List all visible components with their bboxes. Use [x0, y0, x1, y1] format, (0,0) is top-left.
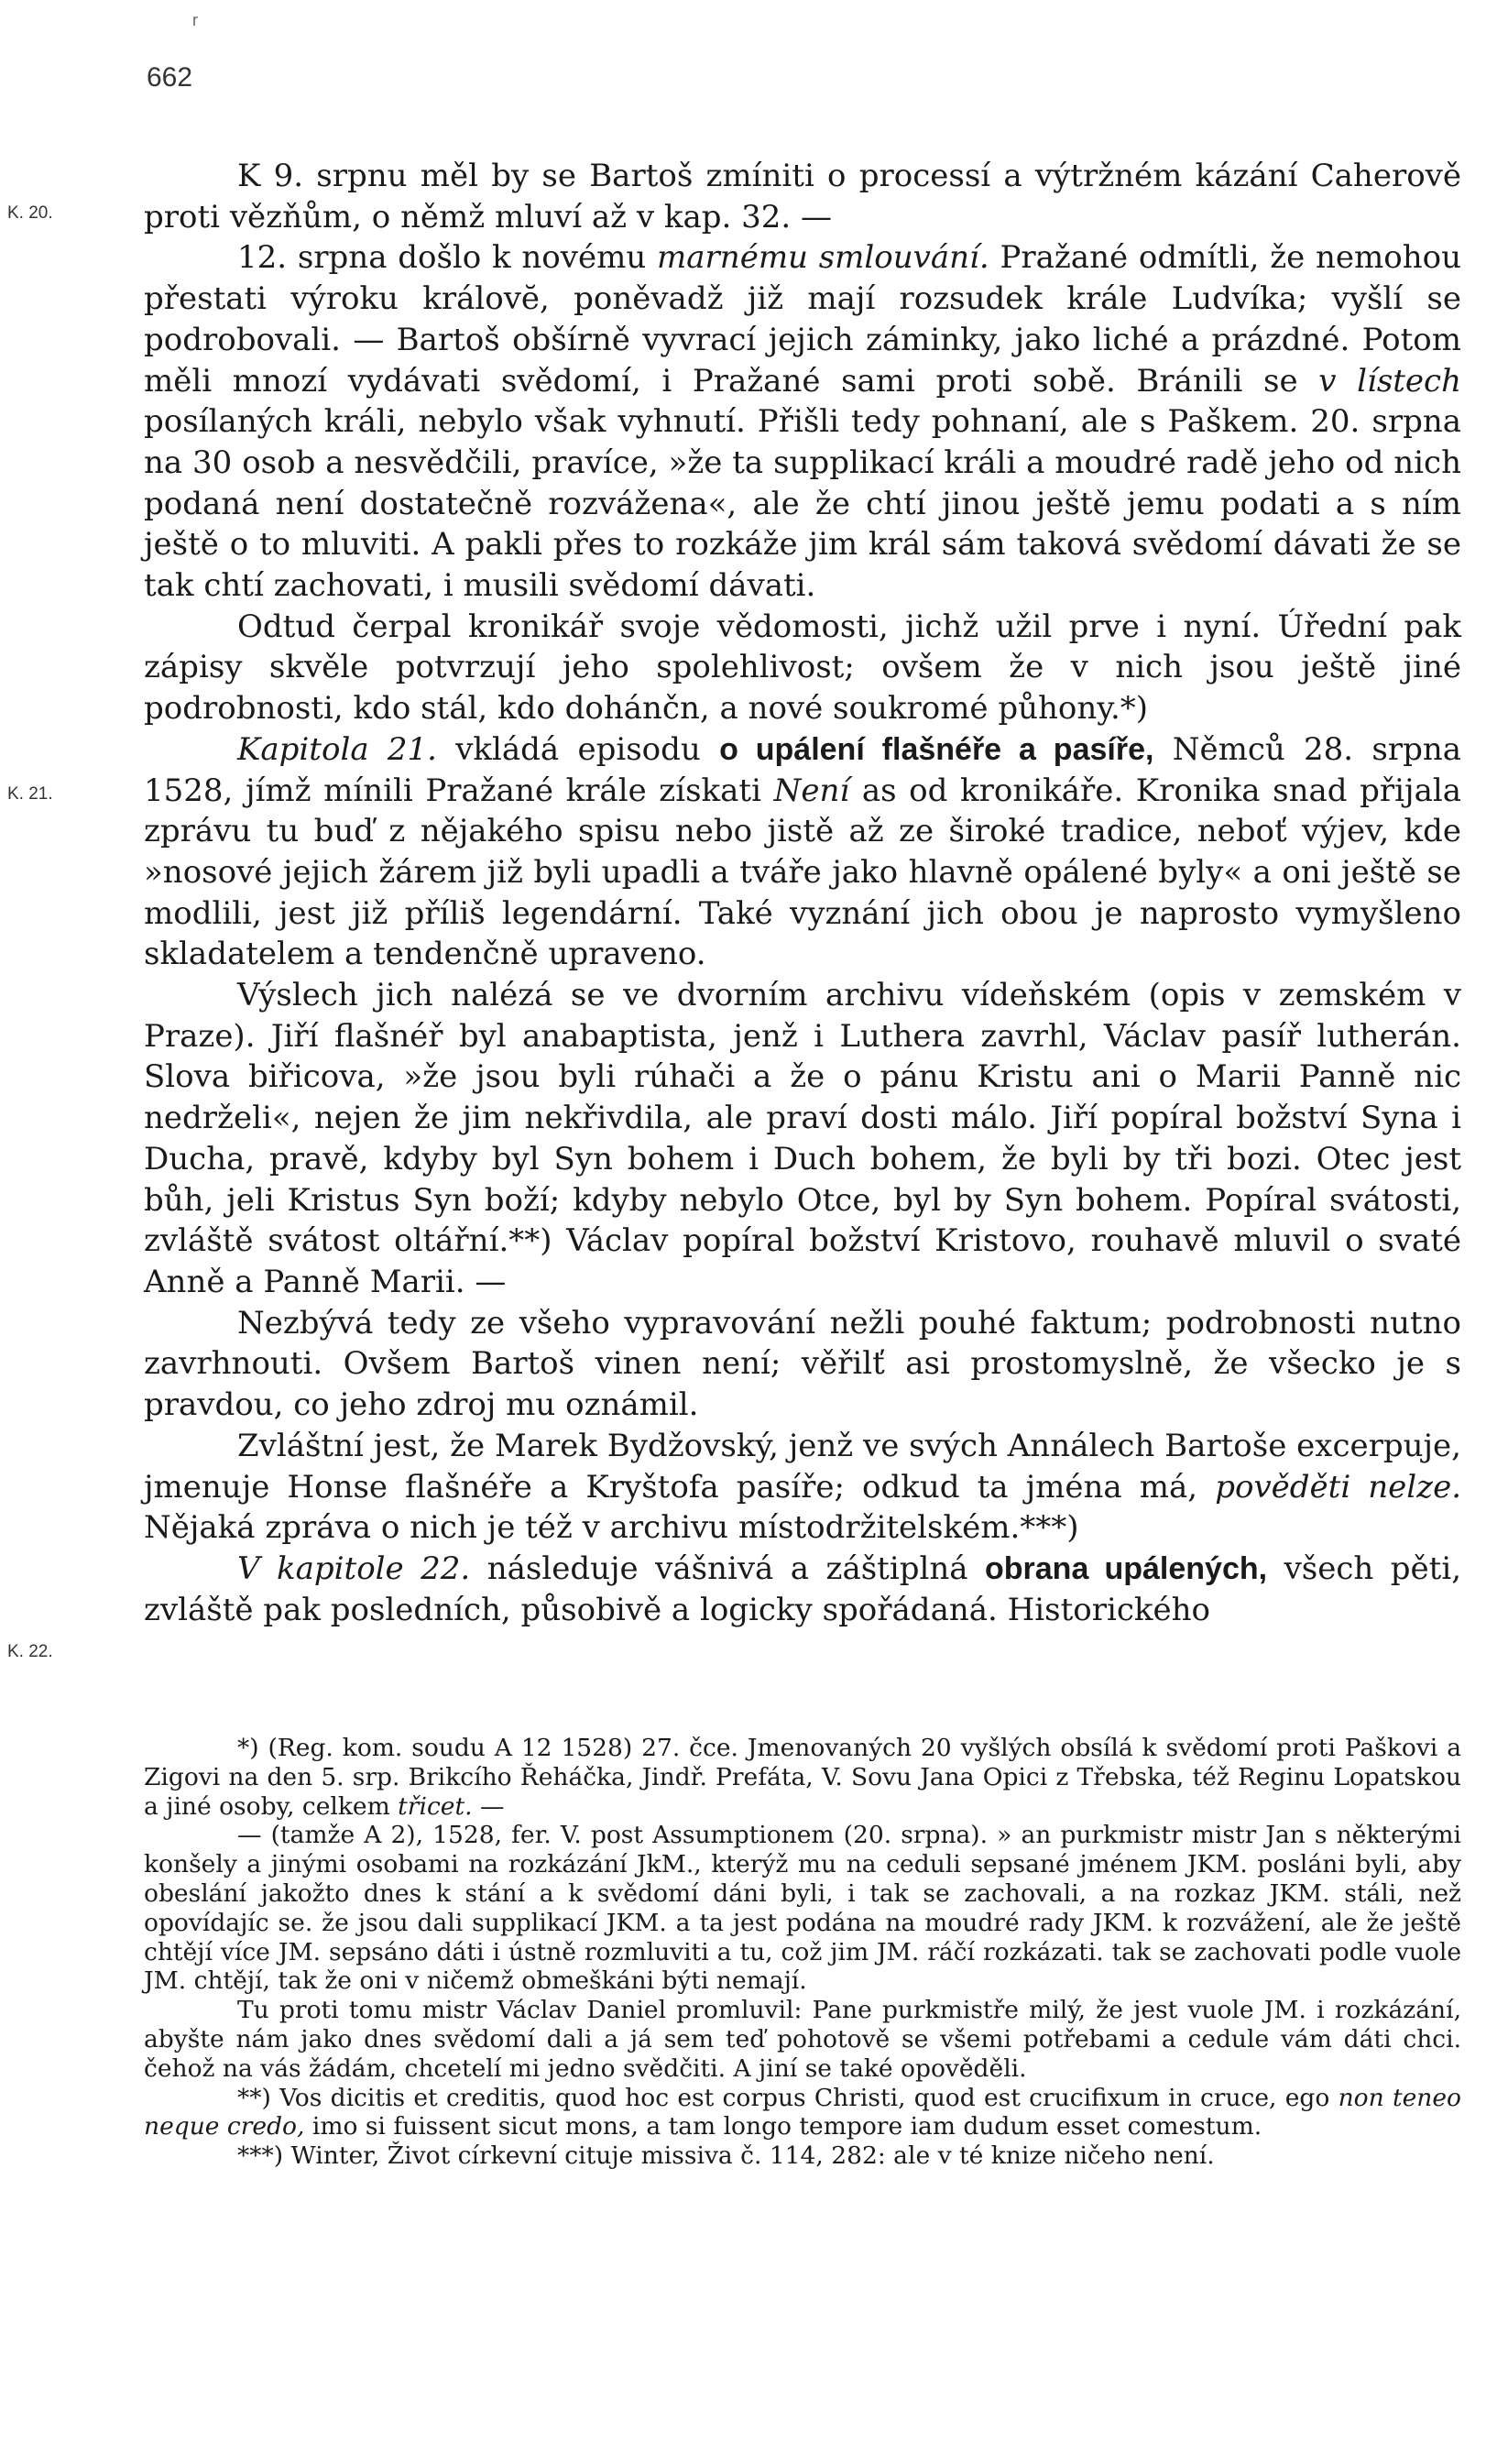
paragraph-6: Nezbývá tedy ze všeho vypravování nežli pouhé faktum; podrobnosti nutno zavrhnouti. Ovšem Bartoš vinen není; věřilť asi prostomyslně, že všecko je s pravdou, co jeho zdroj mu oznámil. [144, 1304, 1461, 1424]
margin-note-k22: K. 22. [7, 1642, 53, 1661]
paragraph-5: Výslech jich nalézá se ve dvorním archivu vídeňském (opis v zemském v Praze). Jiří flašnéř byl anabaptista, jenž i Luthera zavrhl, Václav pasíř lutherán. Slova biřicova, »že jsou byli rúhači a že o pánu Kristu ani o Marii Panně nic nedrželi«, nejen že jim nekřivdila, ale praví dosti málo. Jiří popíral božství Syna i Ducha, pravě, kdyby byl Syn bohem i Duch bohem, že byli by tři bozi. Otec jest bůh, jeli Kristus Syn boží; kdyby nebylo Otce, byl by Syn bohem. Popíral svátosti, zvláště svátost oltářní.**) Václav popíral božství Kristovo, rouhavě mluvil o svaté Anně a Panně Marii. — [144, 977, 1461, 1300]
paragraph-3: Odtud čerpal kronikář svoje vědomosti, jichž užil prve i nyní. Úřední pak zápisy skvěle potvrzují jeho spolehlivost; ovšem že v nich jsou ještě jiné podrobnosti, kdo stál, kdo dohánčn, a nové soukromé půhony.*) [144, 608, 1461, 728]
paragraph-1: K 9. srpnu měl by se Bartoš zmíniti o processí a výtržném kázání Caherově proti vězňům, o němž mluví až v kap. 32. — [144, 158, 1461, 235]
paragraph-4: Kapitola 21. vkládá episodu o upálení flašnéře a pasíře, Němců 28. srpna 1528, jímž mínili Pražané krále získati Není as od kronikáře. Kronika snad přijala zprávu tu buď z nějakého spisu nebo jistě až ze široké tradice, neboť výjev, kde »nosové jejich žárem již byli upadli a tváře jako hlavně opálené byly« a oni ještě se modlili, jest již příliš legendární. Také vyznání jich obou je naprosto vymyšleno skladatelem a tendenčně upraveno. [144, 730, 1461, 973]
footnotes [144, 1734, 1461, 2171]
page-corner-mark: r [192, 11, 198, 29]
footnote-3: ***) Winter, Život církevní cituje missiva č. 114, 282: ale v té knize ničeho není. [237, 2141, 1215, 2171]
page-number: 662 [147, 62, 193, 93]
paragraph-7: Zvláštní jest, že Marek Bydžovský, jenž ve svých Annálech Bartoše excerpuje, jmenuje Honse flašnéře a Kryštofa pasíře; odkud ta jména má, pověděti nelze. Nějaká zpráva o nich je též v archivu místodržitelském.***) [144, 1427, 1462, 1547]
footnote-1-reply: Tu proti tomu mistr Václav Daniel promluvil: Pane purkmistře milý, že jest vuole JM. i rozkázání, abyšte nám jako dnes svědomí dali a já sem teď pohotově se všemi potřebami a cedule vám dáti chci. čehož na vás žádám, chcetelí mi jedno svědčiti. A jiní se také opověděli. [144, 1996, 1461, 2083]
paragraph-8: V kapitole 22. následuje vášnivá a záštiplná obrana upálených, všech pěti, zvláště pak posledních, působivě a logicky spořádaná. Historického [144, 1550, 1462, 1628]
main-text [144, 156, 1461, 1630]
footnote-1: *) (Reg. kom. soudu A 12 1528) 27. čce. Jmenovaných 20 vyšlých obsílá k svědomí proti Paškovi a Zigovi na den 5. srp. Brikcího Řeháčka, Jindř. Prefáta, V. Sovu Jana Opici z Třebska, též Reginu Lopatskou a jiné osoby, celkem třicet. — [144, 1734, 1461, 1821]
footnote-1-continuation: — (tamže A 2), 1528, fer. V. post Assumptionem (20. srpna). » an purkmistr mistr Jan s některými konšely a jinými osobami na rozkázání JkM., kterýž mu na ceduli sepsané jménem JKM. posláni byli, aby obeslání jakožto dnes k stání a k svědomí dáni byli, i tak se zachovali, a na rozkaz JKM. stáli, než opovídajíc se. že jsou dali supplikací JKM. a ta jest podána na moudré rady JKM. k rozvážení, ale že ještě chtějí více JM. sepsáno dáti i ústně rozmluviti a tu, což jim JM. ráčí rozkázati. tak se zachovati podle vuole JM. chtějí, tak že oni v ničemž obmeškáni býti nemají. [144, 1821, 1461, 1996]
margin-note-k21: K. 21. [7, 784, 53, 804]
footnote-2: **) Vos dicitis et creditis, quod hoc est corpus Christi, quod est crucifixum in cruce, ego non teneo neque credo, imo si fuissent sicut mons, a tam longo tempore iam dudum esset comestum. [144, 2083, 1461, 2141]
margin-note-k20: K. 20. [7, 203, 53, 223]
paragraph-2: 12. srpna došlo k novému marnému smlouvání. Pražané odmítli, že nemohou přestati výroku královĕ, poněvadž již mají rozsudek krále Ludvíka; vyšlí se podrobovali. — Bartoš obšírně vyvrací jejich záminky, jako liché a prázdné. Potom měli mnozí vydávati svědomí, i Pražané sami proti sobě. Bránili se v lístech posílaných králi, nebylo však vyhnutí. Přišli tedy pohnaní, ale s Paškem. 20. srpna na 30 osob a nesvědčili, pravíce, »že ta supplikací králi a moudré radě jeho od nich podaná není dostatečně rozvážena«, ale že chtí jinou ještě jemu podati a s ním ještě o to mluviti. A pakli přes to rozkáže jim král sám taková svědomí dávati že se tak chtí zachovati, i musili svědomí dávati. [144, 239, 1461, 605]
